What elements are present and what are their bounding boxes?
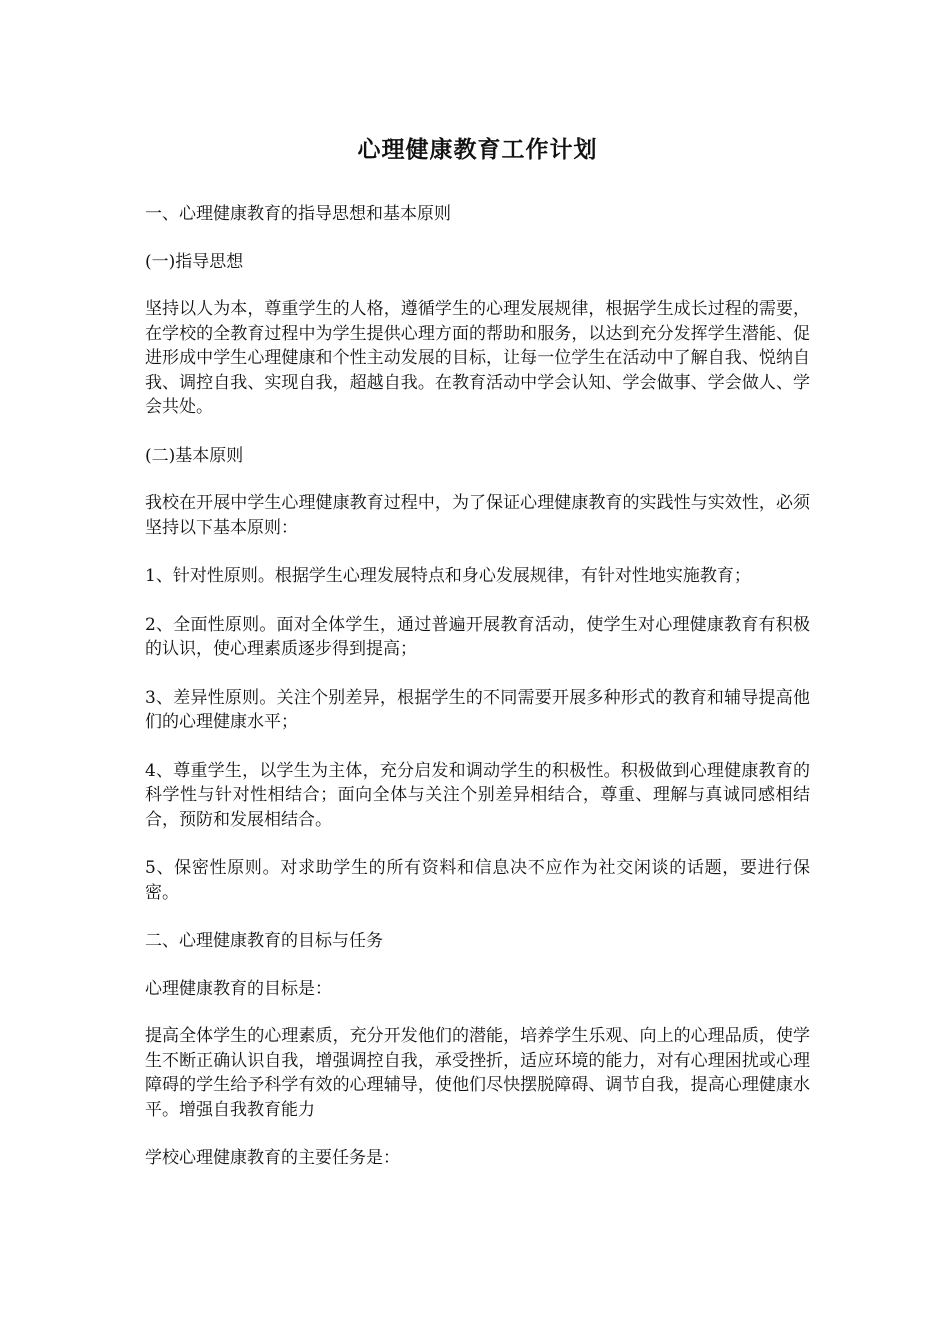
document-page — [145, 132, 810, 1195]
principle-item-2: 2、全面性原则。面对全体学生，通过普遍开展教育活动，使学生对心理健康教育有积极的认识，使心理素质逐步得到提高； — [145, 614, 810, 659]
paragraph-task-label: 学校心理健康教育的主要任务是： — [145, 1148, 400, 1168]
principle-item-5: 5、保密性原则。对求助学生的所有资料和信息决不应作为社交闲谈的话题，要进行保密。 — [145, 858, 810, 903]
principle-item-4: 4、尊重学生，以学生为主体，充分启发和调动学生的积极性。积极做到心理健康教育的科学性与针对性相结合；面向全体与关注个别差异相结合，尊重、理解与真诚同感相结合，预防和发展相结合。 — [145, 760, 810, 830]
paragraph-guiding-ideology: 坚持以人为本，尊重学生的人格，遵循学生的心理发展规律，根据学生成长过程的需要，在学校的全教育过程中为学生提供心理方面的帮助和服务，以达到充分发挥学生潜能、促进形成中学生心理健康和个性主动发展的目标，让每一位学生在活动中了解自我、悦纳自我、调控自我、实现自我，超越自我。在教育活动中学会认知、学会做事、学会做人、学会共处。 — [145, 299, 810, 417]
section-heading-2: 二、心理健康教育的目标与任务 — [145, 931, 383, 951]
document-title: 心理健康教育工作计划 — [357, 136, 598, 163]
paragraph-principles-intro: 我校在开展中学生心理健康教育过程中，为了保证心理健康教育的实践性与实效性，必须坚持以下基本原则： — [145, 493, 810, 538]
section-heading-1: 一、心理健康教育的指导思想和基本原则 — [145, 204, 451, 224]
subsection-heading-guiding-ideology: (一)指导思想 — [145, 251, 244, 272]
principle-item-3: 3、差异性原则。关注个别差异，根据学生的不同需要开展多种形式的教育和辅导提高他们的心理健康水平； — [145, 687, 810, 732]
paragraph-goal: 提高全体学生的心理素质，充分开发他们的潜能，培养学生乐观、向上的心理品质，使学生不断正确认识自我，增强调控自我，承受挫折，适应环境的能力，对有心理困扰或心理障碍的学生给予科学有效的心理辅导，使他们尽快摆脱障碍、调节自我，提高心理健康水平。增强自我教育能力 — [145, 1026, 810, 1120]
principle-item-1: 1、针对性原则。根据学生心理发展特点和身心发展规律，有针对性地实施教育； — [145, 566, 751, 586]
paragraph-goal-label: 心理健康教育的目标是： — [145, 978, 332, 999]
subsection-heading-basic-principles: (二)基本原则 — [145, 445, 244, 466]
